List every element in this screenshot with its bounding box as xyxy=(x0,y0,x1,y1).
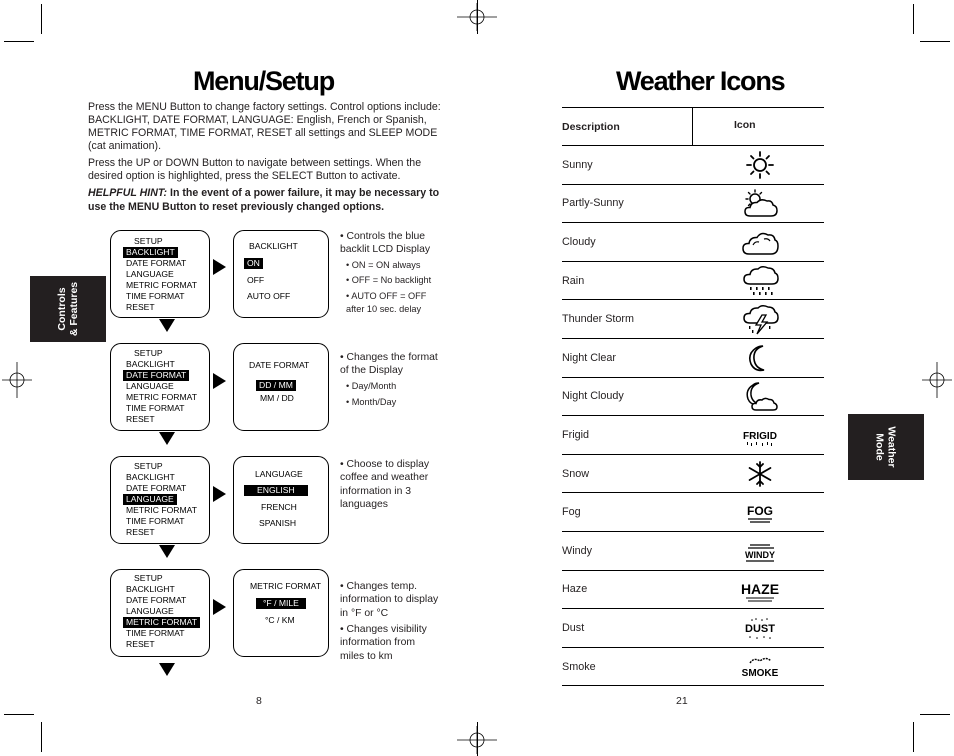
partly-sunny-icon xyxy=(740,188,780,220)
thunderstorm-icon xyxy=(740,303,780,335)
row-description: Cloudy xyxy=(562,235,596,248)
option-item: °C / KM xyxy=(265,615,295,625)
page-title: Menu/Setup xyxy=(193,66,334,96)
option-item: SPANISH xyxy=(259,518,297,528)
menu-item: LANGUAGE xyxy=(126,269,174,279)
table-header xyxy=(562,107,824,146)
helpful-hint xyxy=(88,186,450,214)
crop-mark xyxy=(920,41,950,42)
menu-lcd-display xyxy=(110,230,210,318)
menu-item: SETUP xyxy=(134,573,163,583)
menu-item: SETUP xyxy=(134,348,163,358)
tab-label: Controls xyxy=(56,287,68,331)
menu-item: DATE FORMAT xyxy=(126,258,187,268)
menu-item-selected: METRIC FORMAT xyxy=(123,617,200,628)
option-item: FRENCH xyxy=(261,502,297,512)
tab-label: Mode xyxy=(874,433,886,461)
menu-item: TIME FORMAT xyxy=(126,628,185,638)
option-item: AUTO OFF xyxy=(247,291,291,301)
table-row xyxy=(562,339,824,378)
icon-text: FRIGID xyxy=(743,431,777,443)
icon-text: DUST xyxy=(745,623,775,636)
option-lcd-display xyxy=(233,569,329,657)
menu-item: TIME FORMAT xyxy=(126,403,185,413)
row-description: Fog xyxy=(562,506,581,519)
tab-label: & Features xyxy=(68,281,80,337)
menu-lcd-display xyxy=(110,456,210,544)
menu-item: BACKLIGHT xyxy=(126,472,175,482)
menu-item: RESET xyxy=(126,302,155,312)
frigid-icon xyxy=(740,419,780,451)
rain-icon xyxy=(740,265,780,297)
table-row xyxy=(562,185,824,224)
step-note: • Changes the format of the Display xyxy=(340,352,438,377)
registration-mark-icon xyxy=(2,360,32,400)
menu-item: SETUP xyxy=(134,461,163,471)
crop-mark xyxy=(920,714,950,715)
menu-item: SETUP xyxy=(134,236,163,246)
haze-icon xyxy=(740,574,780,606)
sun-icon xyxy=(740,149,780,181)
crop-mark xyxy=(41,722,42,752)
row-description: Smoke xyxy=(562,660,596,673)
table-row xyxy=(562,648,824,687)
option-lcd-display xyxy=(233,343,329,431)
menu-item-selected: LANGUAGE xyxy=(123,494,177,505)
step-note: • Day/Month xyxy=(346,381,397,391)
table-row xyxy=(562,223,824,262)
cloud-icon xyxy=(740,226,780,258)
menu-item: TIME FORMAT xyxy=(126,291,185,301)
weather-icons-table xyxy=(562,107,824,686)
dust-icon xyxy=(740,612,780,644)
row-description: Haze xyxy=(562,583,588,596)
step-note: • ON = ON always xyxy=(346,260,421,270)
smoke-icon xyxy=(740,651,780,683)
option-selected: DD / MM xyxy=(256,380,296,391)
row-description: Night Cloudy xyxy=(562,390,624,403)
table-row xyxy=(562,378,824,417)
table-row xyxy=(562,532,824,571)
arrow-down-icon xyxy=(159,663,175,676)
option-item: OFF xyxy=(247,275,265,285)
row-description: Rain xyxy=(562,274,585,287)
intro-paragraph: Press the MENU Button to change factory settings. Control options include: BACKLIGHT, DATE FORMAT, LANGUAGE: English, French or Spanish, METRIC FORMAT, TIME FORMAT, RESET all settings and SLEEP MODE (cat animation). xyxy=(88,101,441,152)
option-item: MM / DD xyxy=(260,393,294,403)
row-description: Snow xyxy=(562,467,590,480)
fog-icon xyxy=(740,496,780,528)
menu-lcd-display xyxy=(110,569,210,657)
arrow-down-icon xyxy=(159,319,175,332)
row-description: Windy xyxy=(562,544,592,557)
crop-mark xyxy=(4,714,34,715)
section-tab-controls-features xyxy=(30,276,106,342)
registration-mark-icon xyxy=(455,726,499,754)
menu-item: RESET xyxy=(126,414,155,424)
menu-item: DATE FORMAT xyxy=(126,595,187,605)
header-icon: Icon xyxy=(734,119,756,131)
tab-label: Weather xyxy=(886,426,898,468)
icon-text: HAZE xyxy=(740,580,780,597)
step-note: • OFF = No backlight xyxy=(346,275,432,285)
menu-item: LANGUAGE xyxy=(126,381,174,391)
option-title: DATE FORMAT xyxy=(249,360,310,370)
option-selected: °F / MILE xyxy=(256,598,306,609)
option-lcd-display xyxy=(233,456,329,544)
step-note: • Changes temp. information to display in °F or °C xyxy=(340,581,439,619)
page-number: 21 xyxy=(676,695,688,707)
step-note: • Controls the blue backlit LCD Display xyxy=(340,231,431,256)
table-row xyxy=(562,416,824,455)
option-selected: ON xyxy=(244,258,263,269)
option-lcd-display xyxy=(233,230,329,318)
navigation-paragraph: Press the UP or DOWN Button to navigate between settings. When the desired option is highlighted, press the SELECT Button to activate. xyxy=(88,157,422,182)
crop-mark xyxy=(4,41,34,42)
option-title: BACKLIGHT xyxy=(249,241,298,251)
row-description: Frigid xyxy=(562,428,589,441)
menu-item: RESET xyxy=(126,527,155,537)
icon-text: WINDY xyxy=(745,549,775,560)
step-note: • AUTO OFF = OFF after 10 sec. delay xyxy=(346,291,427,315)
crop-mark xyxy=(41,4,42,34)
hint-text: In the event of a power failure, it may be necessary to use the MENU Button to reset previously changed options. xyxy=(88,187,440,213)
hint-label: HELPFUL HINT: xyxy=(88,187,168,199)
option-title: METRIC FORMAT xyxy=(250,581,321,591)
table-row xyxy=(562,455,824,494)
registration-mark-icon xyxy=(455,3,499,31)
menu-item: RESET xyxy=(126,639,155,649)
arrow-down-icon xyxy=(159,432,175,445)
moon-cloud-icon xyxy=(740,381,780,413)
step-note: • Month/Day xyxy=(346,397,397,407)
table-row xyxy=(562,262,824,301)
menu-item: METRIC FORMAT xyxy=(126,505,197,515)
arrow-right-icon xyxy=(213,486,226,502)
menu-item: METRIC FORMAT xyxy=(126,280,197,290)
table-row xyxy=(562,571,824,610)
row-description: Night Clear xyxy=(562,351,617,364)
row-description: Dust xyxy=(562,621,585,634)
header-description: Description xyxy=(562,120,620,133)
menu-item: BACKLIGHT xyxy=(126,359,175,369)
icon-text: FOG xyxy=(747,504,773,519)
menu-item: LANGUAGE xyxy=(126,606,174,616)
table-row xyxy=(562,609,824,648)
row-description: Thunder Storm xyxy=(562,313,635,326)
windy-icon xyxy=(740,535,780,567)
row-description: Partly-Sunny xyxy=(562,197,624,210)
moon-icon xyxy=(740,342,780,374)
crop-mark xyxy=(913,4,914,34)
table-row xyxy=(562,493,824,532)
step-note: • Choose to display coffee and weather information in 3 languages xyxy=(340,459,430,511)
table-row xyxy=(562,300,824,339)
section-tab-weather-mode xyxy=(848,414,924,480)
menu-item-selected: BACKLIGHT xyxy=(123,247,178,258)
arrow-right-icon xyxy=(213,259,226,275)
option-title: LANGUAGE xyxy=(255,469,303,479)
registration-mark-icon xyxy=(922,360,952,400)
step-note: • Changes visibility information from miles to km xyxy=(340,624,427,662)
arrow-right-icon xyxy=(213,599,226,615)
snowflake-icon xyxy=(740,458,780,490)
menu-item-selected: DATE FORMAT xyxy=(123,370,189,381)
row-description: Sunny xyxy=(562,158,593,171)
menu-item: TIME FORMAT xyxy=(126,516,185,526)
menu-item: BACKLIGHT xyxy=(126,584,175,594)
table-row xyxy=(562,146,824,185)
crop-mark xyxy=(913,722,914,752)
option-selected: ENGLISH xyxy=(244,485,308,496)
arrow-right-icon xyxy=(213,373,226,389)
page-title: Weather Icons xyxy=(616,66,785,96)
icon-text: SMOKE xyxy=(741,667,779,679)
menu-item: DATE FORMAT xyxy=(126,483,187,493)
page-number: 8 xyxy=(256,695,262,707)
menu-lcd-display xyxy=(110,343,210,431)
menu-item: METRIC FORMAT xyxy=(126,392,197,402)
arrow-down-icon xyxy=(159,545,175,558)
